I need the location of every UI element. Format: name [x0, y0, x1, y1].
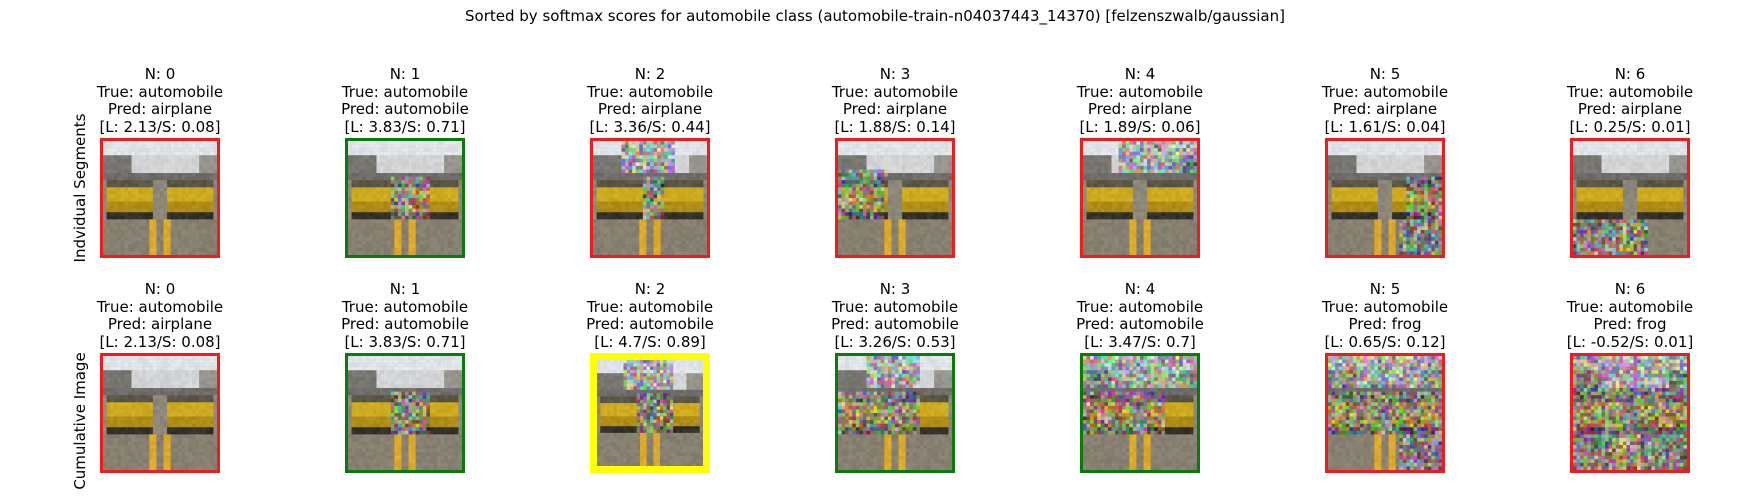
pred-label: Pred: airplane	[1332, 100, 1438, 118]
cell-index-label: N: 2	[634, 65, 666, 83]
cell-index-label: N: 2	[634, 280, 666, 298]
car-image-thumbnail	[1570, 138, 1690, 258]
car-scene-graphic	[103, 356, 217, 470]
pred-label: Pred: airplane	[107, 315, 213, 333]
pred-label: Pred: automobile	[586, 315, 714, 333]
figure-title: Sorted by softmax scores for automobile class (automobile-train-n04037443_14370) [felzenszwalb/gaussian]	[465, 7, 1285, 25]
car-image-thumbnail	[835, 353, 955, 473]
score-label: [L: 3.47/S: 0.7]	[1084, 332, 1196, 351]
score-label: [L: 3.83/S: 0.71]	[344, 117, 466, 136]
cell-index-label: N: 1	[389, 280, 421, 298]
pred-label: Pred: airplane	[107, 100, 213, 118]
car-image-thumbnail	[345, 353, 465, 473]
car-scene-graphic	[838, 141, 952, 255]
car-scene-graphic	[1328, 141, 1442, 255]
car-scene-graphic	[103, 141, 217, 255]
cell-index-label: N: 6	[1614, 65, 1646, 83]
car-scene-graphic	[838, 356, 952, 470]
true-label: True: automobile	[341, 82, 469, 101]
car-image-thumbnail	[345, 138, 465, 258]
car-image-thumbnail	[1080, 138, 1200, 258]
cell-index-label: N: 4	[1124, 65, 1156, 83]
pred-label: Pred: airplane	[597, 100, 703, 118]
score-label: [L: 4.7/S: 0.89]	[594, 332, 706, 351]
car-image-thumbnail	[1080, 353, 1200, 473]
car-image-thumbnail	[590, 138, 710, 258]
true-label: True: automobile	[341, 297, 469, 316]
true-label: True: automobile	[831, 82, 959, 101]
row-label-cumulative-image: Cumulative Image	[71, 352, 89, 490]
pred-label: Pred: automobile	[831, 315, 959, 333]
pred-label: Pred: airplane	[842, 100, 948, 118]
true-label: True: automobile	[96, 82, 224, 101]
cell-index-label: N: 0	[144, 65, 176, 83]
score-label: [L: 1.89/S: 0.06]	[1079, 117, 1201, 136]
true-label: True: automobile	[831, 297, 959, 316]
score-label: [L: 3.36/S: 0.44]	[589, 117, 711, 136]
cell-index-label: N: 1	[389, 65, 421, 83]
score-label: [L: 3.83/S: 0.71]	[344, 332, 466, 351]
car-scene-graphic	[348, 141, 462, 255]
pred-label: Pred: frog	[1593, 315, 1667, 333]
car-image-thumbnail	[1325, 353, 1445, 473]
true-label: True: automobile	[1566, 82, 1694, 101]
cell-index-label: N: 5	[1369, 65, 1401, 83]
true-label: True: automobile	[1321, 297, 1449, 316]
pred-label: Pred: automobile	[341, 315, 469, 333]
car-image-thumbnail	[590, 353, 710, 473]
pred-label: Pred: frog	[1348, 315, 1422, 333]
true-label: True: automobile	[1076, 297, 1204, 316]
pred-label: Pred: automobile	[1076, 315, 1204, 333]
car-image-thumbnail	[1570, 353, 1690, 473]
score-label: [L: 1.61/S: 0.04]	[1324, 117, 1446, 136]
car-scene-graphic	[1573, 141, 1687, 255]
true-label: True: automobile	[96, 297, 224, 316]
car-scene-graphic	[593, 141, 707, 255]
score-label: [L: 2.13/S: 0.08]	[99, 117, 221, 136]
true-label: True: automobile	[1321, 82, 1449, 101]
score-label: [L: 0.65/S: 0.12]	[1324, 332, 1446, 351]
cell-index-label: N: 3	[879, 65, 911, 83]
cell-index-label: N: 4	[1124, 280, 1156, 298]
pred-label: Pred: automobile	[341, 100, 469, 118]
car-image-thumbnail	[835, 138, 955, 258]
cell-index-label: N: 5	[1369, 280, 1401, 298]
cell-index-label: N: 3	[879, 280, 911, 298]
true-label: True: automobile	[1566, 297, 1694, 316]
score-label: [L: 1.88/S: 0.14]	[834, 117, 956, 136]
score-label: [L: 0.25/S: 0.01]	[1569, 117, 1691, 136]
pred-label: Pred: airplane	[1577, 100, 1683, 118]
true-label: True: automobile	[1076, 82, 1204, 101]
true-label: True: automobile	[586, 82, 714, 101]
score-label: [L: 2.13/S: 0.08]	[99, 332, 221, 351]
car-scene-graphic	[1083, 356, 1197, 470]
row-label-individual-segments: Indvidual Segments	[71, 113, 89, 263]
pred-label: Pred: airplane	[1087, 100, 1193, 118]
score-label: [L: -0.52/S: 0.01]	[1566, 332, 1694, 351]
car-scene-graphic	[597, 360, 703, 466]
car-image-thumbnail	[100, 353, 220, 473]
car-scene-graphic	[1328, 356, 1442, 470]
car-scene-graphic	[1083, 141, 1197, 255]
cell-index-label: N: 6	[1614, 280, 1646, 298]
car-image-thumbnail	[100, 138, 220, 258]
car-scene-graphic	[348, 356, 462, 470]
score-label: [L: 3.26/S: 0.53]	[834, 332, 956, 351]
car-scene-graphic	[1573, 356, 1687, 470]
cell-index-label: N: 0	[144, 280, 176, 298]
car-image-thumbnail	[1325, 138, 1445, 258]
true-label: True: automobile	[586, 297, 714, 316]
